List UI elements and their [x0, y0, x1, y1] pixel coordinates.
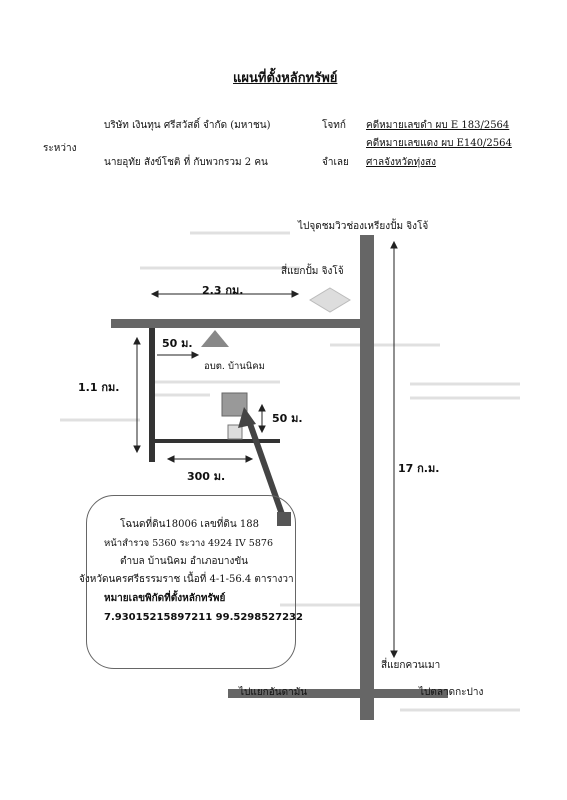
case-red-number: คดีหมายเลขแดง ผบ E140/2564	[366, 138, 512, 149]
main-vertical-road	[360, 235, 374, 720]
dim-17km-bottom-arrow	[391, 651, 397, 657]
coordinates-value: 7.93015215897211 99.5298527232	[104, 612, 303, 623]
distance-50m-right-label: 50 ม.	[272, 412, 303, 425]
distance-1-1km-label: 1.1 กม.	[78, 381, 120, 394]
page-title: แผนที่ตั้งหลักทรัพย์	[233, 71, 338, 86]
dim-50m-top-arrow	[192, 352, 198, 358]
distance-2-3km-label: 2.3 กม.	[202, 284, 244, 297]
right-destination-label: ไปตลาดกะปาง	[419, 687, 484, 698]
office-label: อบต. บ้านนิคม	[204, 361, 265, 372]
dim-50m-right-bottom-arrow	[259, 426, 265, 432]
left-destination-label: ไปแยกอันดามัน	[239, 687, 308, 698]
defendant-role: จำเลย	[322, 157, 349, 168]
side-road-horizontal	[155, 439, 280, 443]
north-destination-label: ไปจุดชมวิวช่องเหรียงปั้ม จิงโจ้	[298, 221, 429, 232]
province-area-info: จังหวัดนครศรีธรรมราช เนื้อที่ 4-1-56.4 ตารางวา	[79, 574, 294, 585]
plaintiff-name: บริษัท เงินทุน ศรีสวัสดิ์ จำกัด (มหาชน)	[104, 120, 271, 131]
dim-50m-right-top-arrow	[259, 405, 265, 411]
case-black-number: คดีหมายเลขดำ ผบ E 183/2564	[366, 120, 510, 131]
office-triangle-icon	[201, 330, 229, 347]
side-road-vertical	[149, 328, 155, 462]
distance-17km-label: 17 ก.ม.	[398, 462, 440, 475]
survey-info: หน้าสำรวจ 5360 ระวาง 4924 IV 5876	[104, 538, 273, 549]
dim-17km-top-arrow	[391, 242, 397, 248]
dim-1-1km-top-arrow	[134, 338, 140, 344]
plaintiff-role: โจทก์	[322, 120, 346, 131]
deed-info: โฉนดที่ดิน18006 เลขที่ดิน 188	[120, 519, 259, 530]
court-name: ศาลจังหวัดทุ่งสง	[366, 157, 436, 168]
between-label: ระหว่าง	[43, 143, 77, 154]
junction-bottom-label: สี่แยกควนเมา	[381, 660, 441, 671]
distance-50m-top-label: 50 ม.	[162, 337, 193, 350]
dim-2-3km-left-arrow	[152, 291, 158, 297]
distance-300m-label: 300 ม.	[187, 470, 226, 483]
location-info: ตำบล บ้านนิคม อำเภอบางขัน	[120, 556, 249, 567]
main-horizontal-road	[111, 319, 373, 328]
dim-300m-left-arrow	[168, 456, 174, 462]
defendant-name: นายอุทัย สังข์โชติ ที่ กับพวกรวม 2 คน	[104, 157, 268, 168]
dim-300m-right-arrow	[246, 456, 252, 462]
dim-2-3km-right-arrow	[292, 291, 298, 297]
dim-1-1km-bottom-arrow	[134, 446, 140, 452]
junction-diamond-icon	[310, 288, 350, 312]
junction-top-label: สี่แยกปั้ม จิงโจ้	[281, 266, 344, 277]
coordinates-heading: หมายเลขพิกัดที่ตั้งหลักทรัพย์	[104, 593, 226, 604]
